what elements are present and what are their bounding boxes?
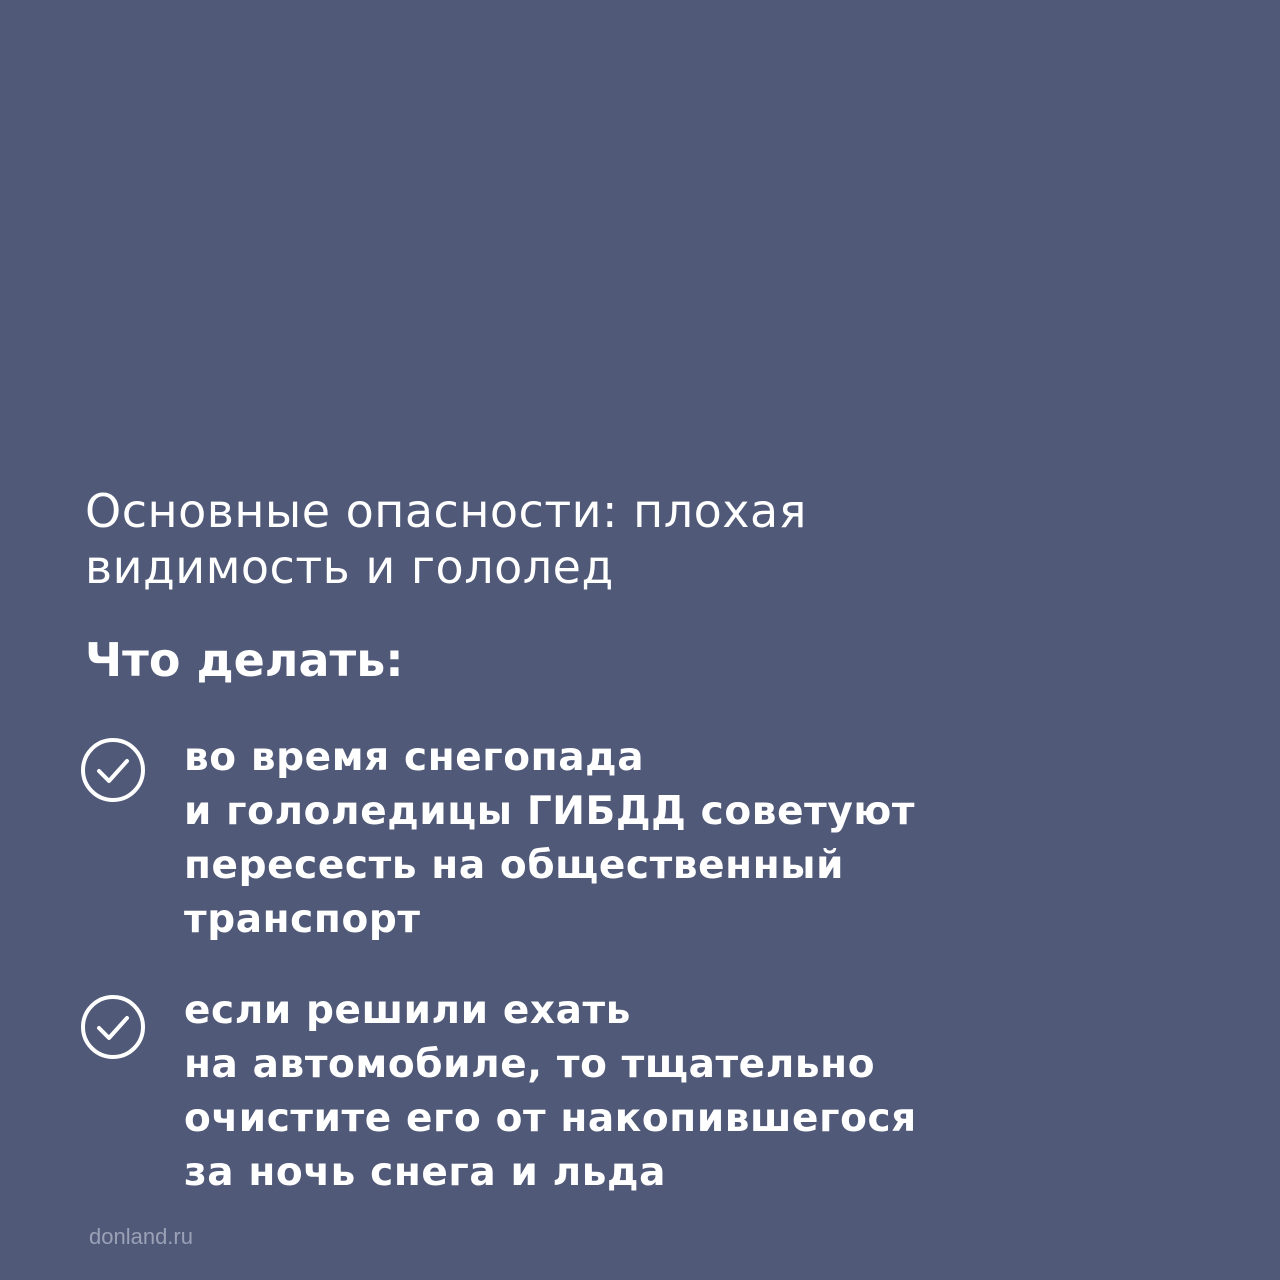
tip-line: и гололедицы ГИБДД советуют	[184, 789, 916, 834]
headline-line: Основные опасности: плохая	[85, 484, 807, 538]
tip-line: на автомобиле, то тщательно	[184, 1042, 876, 1087]
headline-line: видимость и гололед	[85, 540, 614, 594]
tip-line: если решили ехать	[184, 988, 632, 1033]
source-url: donland.ru	[89, 1224, 193, 1249]
tip-line: транспорт	[184, 897, 421, 942]
check-circle-icon	[80, 994, 146, 1060]
tip-line: за ночь снега и льда	[184, 1150, 667, 1195]
tip-line: во время снегопада	[184, 735, 645, 780]
tip-text	[184, 731, 915, 947]
tip-line: пересесть на общественный	[184, 843, 845, 888]
subheading: Что делать:	[85, 633, 404, 687]
headline	[85, 483, 1085, 595]
tip-text	[184, 984, 917, 1200]
tip-line: очистите его от накопившегося	[184, 1096, 917, 1141]
check-circle-icon	[80, 737, 146, 803]
